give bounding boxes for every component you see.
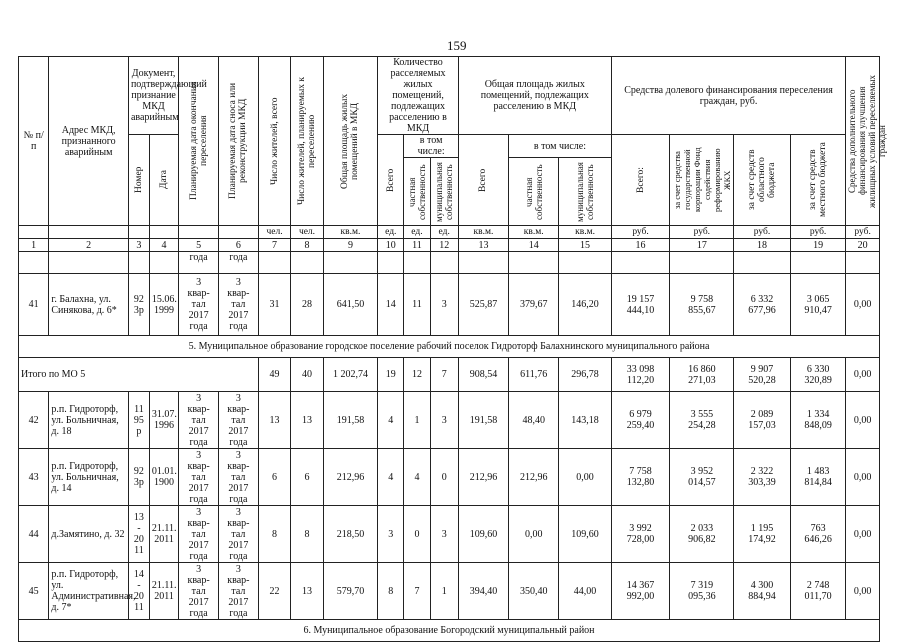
premises-private: 11 [404, 274, 430, 336]
extra-funds: 0,00 [846, 506, 880, 563]
column-number: 5 [179, 239, 219, 252]
funds-total: 14 367 992,00 [611, 563, 670, 620]
doc-date: 21.11. 2011 [149, 506, 178, 563]
header-num: № п/п [19, 57, 49, 226]
planned-end: 3 квар- тал 2017 года [179, 506, 219, 563]
empty-cell [611, 252, 670, 274]
area-private: 611,76 [509, 358, 559, 392]
empty-cell [404, 252, 430, 274]
column-numbers-row [19, 239, 880, 252]
planned-end: 3 квар- тал 2017 года [179, 392, 219, 449]
header-premises-total: Всего [378, 135, 404, 226]
unit-cell: чел. [258, 226, 290, 239]
column-number: 3 [128, 239, 149, 252]
row-number: 43 [19, 449, 49, 506]
area-private: 350,40 [509, 563, 559, 620]
area-total: 212,96 [458, 449, 508, 506]
doc-date: 31.07. 1996 [149, 392, 178, 449]
header-area-municipal: муниципальная собственность [559, 158, 611, 226]
header-residents-planned: Число жителей, планируемых к переселению [291, 57, 323, 226]
section-row [19, 336, 880, 358]
row-number: 45 [19, 563, 49, 620]
area-municipal: 0,00 [559, 449, 611, 506]
column-number: 16 [611, 239, 670, 252]
header-area-total: Всего [458, 135, 508, 226]
funds-fund: 3 952 014,57 [670, 449, 734, 506]
header-funds-regional: за счет средств областного бюджета [734, 135, 791, 226]
funds-total: 7 758 132,80 [611, 449, 670, 506]
extra-funds: 0,00 [846, 449, 880, 506]
column-number: 10 [378, 239, 404, 252]
address: р.п. Гидроторф, ул. Административная, д. 7* [49, 563, 129, 620]
residents-planned: 13 [291, 563, 323, 620]
column-number: 17 [670, 239, 734, 252]
funds-local: 1 483 814,84 [790, 449, 846, 506]
extra-funds: 0,00 [846, 563, 880, 620]
column-number: 1 [19, 239, 49, 252]
column-number: 19 [790, 239, 846, 252]
continued-cell: года [219, 252, 259, 274]
doc-number: 13 - 20 11 [128, 506, 149, 563]
unit-cell: ед. [404, 226, 430, 239]
residents-total: 8 [258, 506, 290, 563]
header-residents-total: Число жителей, всего [258, 57, 290, 226]
funds-regional: 2 089 157,03 [734, 392, 791, 449]
empty-cell [670, 252, 734, 274]
area-private: 212,96 [509, 449, 559, 506]
funds-local: 1 334 848,09 [790, 392, 846, 449]
funds-regional: 9 907 520,28 [734, 358, 791, 392]
funds-local: 3 065 910,47 [790, 274, 846, 336]
unit-cell: ед. [430, 226, 458, 239]
premises-total: 4 [378, 392, 404, 449]
empty-cell [291, 252, 323, 274]
premises-municipal: 1 [430, 563, 458, 620]
funds-regional: 4 300 884,94 [734, 563, 791, 620]
empty-cell [128, 252, 149, 274]
unit-cell: кв.м. [509, 226, 559, 239]
residents-total: 49 [258, 358, 290, 392]
column-number: 9 [323, 239, 377, 252]
unit-cell: руб. [790, 226, 846, 239]
empty-cell [323, 252, 377, 274]
address: р.п. Гидроторф, ул. Больничная, д. 14 [49, 449, 129, 506]
header-funds-total: Всего: [611, 135, 670, 226]
unit-cell: кв.м. [323, 226, 377, 239]
planned-demolition: 3 квар- тал 2017 года [219, 392, 259, 449]
premises-private: 4 [404, 449, 430, 506]
residents-planned: 13 [291, 392, 323, 449]
header-premises-private: частная собственность [404, 158, 430, 226]
empty-cell [846, 252, 880, 274]
premises-municipal: 3 [430, 274, 458, 336]
total-area: 218,50 [323, 506, 377, 563]
column-number: 15 [559, 239, 611, 252]
total-area: 1 202,74 [323, 358, 377, 392]
premises-municipal: 0 [430, 449, 458, 506]
premises-total: 8 [378, 563, 404, 620]
funds-regional: 6 332 677,96 [734, 274, 791, 336]
doc-number: 92 3р [128, 449, 149, 506]
premises-private: 0 [404, 506, 430, 563]
empty-cell [149, 252, 178, 274]
unit-cell: кв.м. [559, 226, 611, 239]
header-total-area: Общая площадь жилых помещений в МКД [323, 57, 377, 226]
header-row [19, 57, 880, 135]
area-total: 191,58 [458, 392, 508, 449]
total-area: 641,50 [323, 274, 377, 336]
header-funds-fund: за счет средства государственной корпорации Фонд содействия реформированию ЖКХ [670, 135, 734, 226]
funds-total: 33 098 112,20 [611, 358, 670, 392]
premises-total: 19 [378, 358, 404, 392]
header-address: Адрес МКД, признанного аварийным [49, 57, 129, 226]
continued-cell: года [179, 252, 219, 274]
funds-regional: 2 322 303,39 [734, 449, 791, 506]
column-number: 13 [458, 239, 508, 252]
header-area-incl: в том числе: [509, 135, 612, 158]
table-row [19, 274, 880, 336]
funds-fund: 7 319 095,36 [670, 563, 734, 620]
funds-total: 6 979 259,40 [611, 392, 670, 449]
empty-cell [734, 252, 791, 274]
header-resettle-area: Общая площадь жилых помещений, подлежащих расселению в МКД [458, 57, 611, 135]
unit-cell: кв.м. [458, 226, 508, 239]
column-number: 8 [291, 239, 323, 252]
funds-total: 19 157 444,10 [611, 274, 670, 336]
unit-cell: руб. [670, 226, 734, 239]
unit-cell [19, 226, 49, 239]
empty-cell [19, 252, 49, 274]
column-number: 11 [404, 239, 430, 252]
unit-cell [149, 226, 178, 239]
empty-cell [790, 252, 846, 274]
table-row [19, 392, 880, 449]
table-row [19, 449, 880, 506]
residents-planned: 8 [291, 506, 323, 563]
total-label: Итого по МО 5 [19, 358, 259, 392]
section-title: 5. Муниципальное образование городское поселение рабочий поселок Гидроторф Балахнинского муниципального района [19, 336, 880, 358]
funds-fund: 16 860 271,03 [670, 358, 734, 392]
planned-demolition: 3 квар- тал 2017 года [219, 506, 259, 563]
area-private: 0,00 [509, 506, 559, 563]
total-area: 579,70 [323, 563, 377, 620]
column-number: 4 [149, 239, 178, 252]
unit-cell: ед. [378, 226, 404, 239]
empty-cell [509, 252, 559, 274]
planned-end: 3 квар- тал 2017 года [179, 274, 219, 336]
empty-cell [458, 252, 508, 274]
residents-total: 6 [258, 449, 290, 506]
premises-municipal: 7 [430, 358, 458, 392]
table-row [19, 506, 880, 563]
area-private: 48,40 [509, 392, 559, 449]
column-number: 12 [430, 239, 458, 252]
doc-number: 11 95 р [128, 392, 149, 449]
area-total: 109,60 [458, 506, 508, 563]
unit-cell [179, 226, 219, 239]
premises-total: 14 [378, 274, 404, 336]
residents-planned: 6 [291, 449, 323, 506]
residents-total: 13 [258, 392, 290, 449]
extra-funds: 0,00 [846, 274, 880, 336]
doc-number: 14 - 20 11 [128, 563, 149, 620]
planned-end: 3 квар- тал 2017 года [179, 449, 219, 506]
total-area: 212,96 [323, 449, 377, 506]
column-number: 2 [49, 239, 129, 252]
row-number: 41 [19, 274, 49, 336]
section-row [19, 620, 880, 642]
header-premises-incl: в том числе: [404, 135, 458, 158]
residents-total: 22 [258, 563, 290, 620]
header-funds-local: за счет средств местного бюджета [790, 135, 846, 226]
header-premises-municipal: муниципальная собственность [430, 158, 458, 226]
doc-date: 21.11. 2011 [149, 563, 178, 620]
header-planned-demolition: Планируемая дата сноса или реконструкции МКД [219, 57, 259, 226]
unit-cell [219, 226, 259, 239]
premises-total: 4 [378, 449, 404, 506]
unit-cell [128, 226, 149, 239]
doc-date: 01.01. 1900 [149, 449, 178, 506]
planned-demolition: 3 квар- тал 2017 года [219, 449, 259, 506]
empty-cell [49, 252, 129, 274]
unit-cell: руб. [734, 226, 791, 239]
header-doc-number: Номер [128, 135, 149, 226]
column-number: 6 [219, 239, 259, 252]
total-area: 191,58 [323, 392, 377, 449]
column-number: 20 [846, 239, 880, 252]
address: г. Балахна, ул. Синякова, д. 6* [49, 274, 129, 336]
page-number: 159 [447, 38, 467, 53]
planned-demolition: 3 квар- тал 2017 года [219, 274, 259, 336]
column-number: 14 [509, 239, 559, 252]
residents-planned: 40 [291, 358, 323, 392]
header-doc-date: Дата [149, 135, 178, 226]
doc-number: 92 3р [128, 274, 149, 336]
header-premises-count: Количество расселяемых жилых помещений, подлежащих расселению в МКД [378, 57, 459, 135]
empty-cell [378, 252, 404, 274]
unit-cell: руб. [611, 226, 670, 239]
row-number: 44 [19, 506, 49, 563]
funds-total: 3 992 728,00 [611, 506, 670, 563]
area-total: 525,87 [458, 274, 508, 336]
funds-local: 763 646,26 [790, 506, 846, 563]
funds-local: 6 330 320,89 [790, 358, 846, 392]
funds-regional: 1 195 174,92 [734, 506, 791, 563]
area-municipal: 296,78 [559, 358, 611, 392]
funds-fund: 2 033 906,82 [670, 506, 734, 563]
row-number: 42 [19, 392, 49, 449]
unit-cell: чел. [291, 226, 323, 239]
premises-municipal: 3 [430, 506, 458, 563]
resettlement-table [18, 56, 888, 642]
extra-funds: 0,00 [846, 358, 880, 392]
funds-fund: 9 758 855,67 [670, 274, 734, 336]
column-number: 7 [258, 239, 290, 252]
planned-demolition: 3 квар- тал 2017 года [219, 563, 259, 620]
residents-planned: 28 [291, 274, 323, 336]
header-document: Документ, подтверждающий признание МКД аварийным [128, 57, 178, 135]
address: д.Замятино, д. 32 [49, 506, 129, 563]
extra-funds: 0,00 [846, 392, 880, 449]
funds-fund: 3 555 254,28 [670, 392, 734, 449]
area-municipal: 44,00 [559, 563, 611, 620]
funds-local: 2 748 011,70 [790, 563, 846, 620]
area-municipal: 109,60 [559, 506, 611, 563]
premises-private: 12 [404, 358, 430, 392]
premises-municipal: 3 [430, 392, 458, 449]
premises-total: 3 [378, 506, 404, 563]
area-total: 394,40 [458, 563, 508, 620]
address: р.п. Гидроторф, ул. Больничная, д. 18 [49, 392, 129, 449]
header-funds: Средства долевого финансирования переселения граждан, руб. [611, 57, 846, 135]
table-row [19, 563, 880, 620]
continuation-row [19, 252, 880, 274]
total-row [19, 358, 880, 392]
area-municipal: 143,18 [559, 392, 611, 449]
header-planned-end: Планируемая дата окончания переселения [179, 57, 219, 226]
header-area-private: частная собственность [509, 158, 559, 226]
column-number: 18 [734, 239, 791, 252]
premises-private: 1 [404, 392, 430, 449]
unit-cell [49, 226, 129, 239]
section-title: 6. Муниципальное образование Богородский муниципальный район [19, 620, 880, 642]
units-row [19, 226, 880, 239]
residents-total: 31 [258, 274, 290, 336]
empty-cell [258, 252, 290, 274]
area-municipal: 146,20 [559, 274, 611, 336]
area-total: 908,54 [458, 358, 508, 392]
premises-private: 7 [404, 563, 430, 620]
doc-date: 15.06. 1999 [149, 274, 178, 336]
planned-end: 3 квар- тал 2017 года [179, 563, 219, 620]
unit-cell: руб. [846, 226, 880, 239]
area-private: 379,67 [509, 274, 559, 336]
header-extra-funds: Средства дополнительного финансирования улучшения жилищных условий переселяемых граждан [846, 57, 880, 226]
empty-cell [559, 252, 611, 274]
empty-cell [430, 252, 458, 274]
